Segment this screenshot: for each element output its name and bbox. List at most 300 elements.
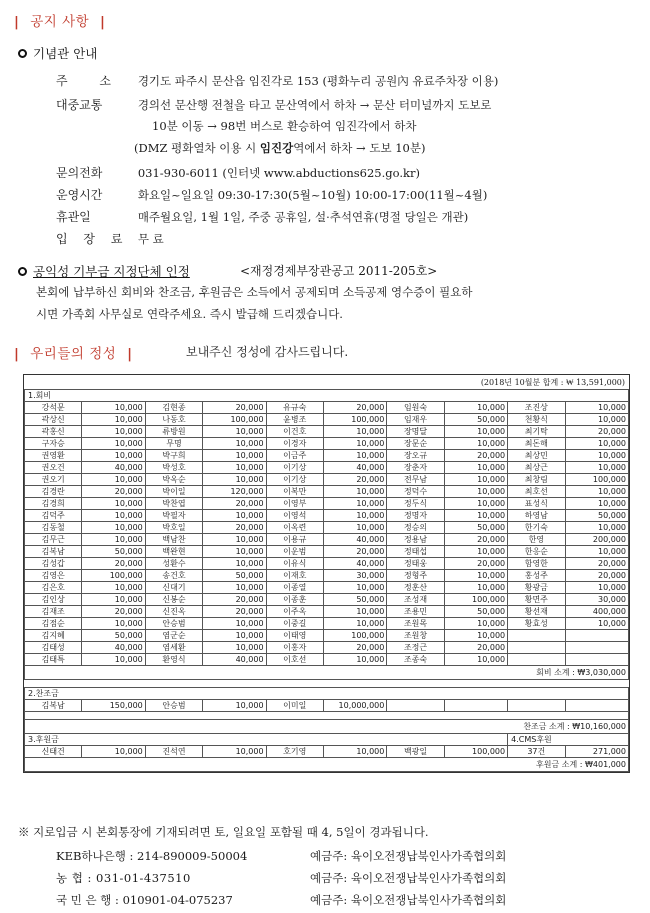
donor-name: 표성식 <box>508 498 565 510</box>
thanks-note: 보내주신 정성에 감사드립니다. <box>186 345 349 359</box>
support-subtotal: 찬조금 소계 : ₩10,160,000 <box>25 720 629 734</box>
donor-name: 신진옥 <box>145 606 202 618</box>
donor-name: 강석문 <box>25 402 82 414</box>
donor-name: 정덕수 <box>387 486 444 498</box>
donor-amount: 10,000 <box>203 700 266 712</box>
donor-name: 한기숙 <box>508 522 565 534</box>
donor-amount: 10,000 <box>203 630 266 642</box>
donor-name: 이운범 <box>266 546 323 558</box>
donor-name: 염세환 <box>145 642 202 654</box>
donor-name: 이영부 <box>266 498 323 510</box>
donor-name: 호기영 <box>266 746 323 758</box>
donor-name: 최호선 <box>508 486 565 498</box>
donor-name: 김경희 <box>25 498 82 510</box>
donor-amount: 10,000 <box>82 522 145 534</box>
donor-amount: 10,000 <box>444 618 507 630</box>
donor-amount: 10,000 <box>565 618 629 630</box>
donor-name: 전무남 <box>387 474 444 486</box>
donor-amount: 20,000 <box>444 642 507 654</box>
donor-name: 함영한 <box>508 558 565 570</box>
donor-amount: 10,000 <box>565 486 629 498</box>
donor-name: 최기탁 <box>508 426 565 438</box>
phone-label: 문의전화 <box>56 166 103 180</box>
donor-name: 홍성주 <box>508 570 565 582</box>
donor-name: 안승범 <box>145 618 202 630</box>
donor-name: 이기상 <box>266 462 323 474</box>
donor-amount <box>565 654 629 666</box>
membership-group <box>25 390 629 666</box>
donor-name: 정두식 <box>387 498 444 510</box>
donor-name: 황면주 <box>508 594 565 606</box>
donor-amount: 10,000 <box>565 438 629 450</box>
notice-section-title: 공지 사항 <box>30 14 90 30</box>
donor-name: 김태특 <box>25 654 82 666</box>
donation-line2: 시면 가족회 사무실로 연락주세요. 즉시 발급해 드리겠습니다. <box>36 307 343 321</box>
donor-amount: 100,000 <box>323 630 386 642</box>
donor-name: 박호일 <box>145 522 202 534</box>
donor-name: 염군순 <box>145 630 202 642</box>
donor-name: 임재우 <box>387 414 444 426</box>
donor-name: 이건호 <box>266 426 323 438</box>
hours-value: 화요일~일요일 09:30-17:30(5월~10월) 10:00-17:00(11월~4월) <box>137 188 488 202</box>
donor-amount: 120,000 <box>203 486 266 498</box>
donor-name: 김무근 <box>25 534 82 546</box>
donor-amount: 10,000 <box>323 522 386 534</box>
donor-name <box>508 654 565 666</box>
donor-name: 이금주 <box>266 450 323 462</box>
donor-amount: 10,000 <box>444 582 507 594</box>
donor-name: 조원목 <box>387 618 444 630</box>
transit-line2: 10분 이동 → 98번 버스로 환승하여 임진각에서 하차 <box>152 119 417 133</box>
donor-name: 김재조 <box>25 606 82 618</box>
closed-row <box>56 208 468 225</box>
giro-footnote: ※ 지로입금 시 본회통장에 기재되려면 토, 일요일 포함될 때 4, 5일이 경과됩니다. <box>18 825 429 839</box>
table-row <box>25 558 629 570</box>
donor-amount: 40,000 <box>323 534 386 546</box>
donor-name: 이홍자 <box>266 642 323 654</box>
donor-name: 나동호 <box>145 414 202 426</box>
donor-amount: 20,000 <box>82 486 145 498</box>
donor-amount: 50,000 <box>444 414 507 426</box>
header-bar-right: | <box>100 14 106 30</box>
fee-row <box>56 230 164 247</box>
memorial-title: 기념관 안내 <box>33 46 98 61</box>
circle-bullet-icon <box>18 267 27 276</box>
table-row <box>25 582 629 594</box>
header-bar-left: | <box>14 14 20 30</box>
donor-name: 정형주 <box>387 570 444 582</box>
donor-amount: 40,000 <box>203 654 266 666</box>
donor-amount: 40,000 <box>82 462 145 474</box>
donor-amount: 100,000 <box>444 746 507 758</box>
donor-amount: 50,000 <box>565 510 629 522</box>
donor-amount: 10,000 <box>203 546 266 558</box>
donor-amount: 10,000 <box>323 498 386 510</box>
donor-name: 정승의 <box>387 522 444 534</box>
closed-value: 매주월요일, 1월 1일, 주중 공휴일, 설·추석연휴(명절 당일은 개관) <box>137 210 469 224</box>
donor-name: 정태웅 <box>387 558 444 570</box>
donor-amount: 50,000 <box>82 546 145 558</box>
donor-name: 한응순 <box>508 546 565 558</box>
donor-amount: 10,000 <box>444 438 507 450</box>
donor-name <box>508 630 565 642</box>
donor-amount: 10,000 <box>565 450 629 462</box>
donor-amount: 10,000 <box>565 414 629 426</box>
donor-amount: 20,000 <box>203 402 266 414</box>
donor-name: 김영은 <box>25 570 82 582</box>
donor-amount: 10,000 <box>82 474 145 486</box>
donor-name: 정훈산 <box>387 582 444 594</box>
donor-amount: 10,000 <box>82 746 145 758</box>
sponsor-label: 3.후원금 <box>25 734 508 746</box>
table-row <box>25 630 629 642</box>
donor-amount: 50,000 <box>323 594 386 606</box>
donor-amount: 10,000 <box>82 498 145 510</box>
donor-name: 이기상 <box>266 474 323 486</box>
sponsor-subtotal-group <box>25 758 629 772</box>
donor-name: 최상근 <box>508 462 565 474</box>
thanks-section-header <box>14 342 133 362</box>
donor-amount: 40,000 <box>323 462 386 474</box>
donor-amount: 10,000 <box>82 594 145 606</box>
bank-holder-2: 예금주: 육이오전쟁납북인사가족협의회 <box>310 871 507 885</box>
support-label: 2.찬조금 <box>25 688 629 700</box>
circle-bullet-icon <box>18 49 27 58</box>
donor-name: 류방원 <box>145 426 202 438</box>
donor-amount: 10,000 <box>323 582 386 594</box>
donor-name: 정용남 <box>387 534 444 546</box>
donor-name: 이복만 <box>266 486 323 498</box>
donor-amount: 10,000 <box>203 438 266 450</box>
table-row <box>25 746 629 758</box>
donor-amount: 10,000 <box>203 462 266 474</box>
sponsor-group <box>25 734 629 758</box>
donor-name: 송건호 <box>145 570 202 582</box>
donor-name: 신봉순 <box>145 594 202 606</box>
donor-name: 김복남 <box>25 700 82 712</box>
donor-name: 이미일 <box>266 700 323 712</box>
donation-heading <box>18 262 190 280</box>
donor-amount: 10,000 <box>82 426 145 438</box>
donor-name: 이종열 <box>266 582 323 594</box>
header-bar-right: | <box>127 346 133 362</box>
donor-amount: 10,000 <box>565 522 629 534</box>
donor-amount: 50,000 <box>203 570 266 582</box>
donor-name: 37건 <box>508 746 565 758</box>
donor-amount: 20,000 <box>565 558 629 570</box>
donor-amount: 10,000 <box>323 450 386 462</box>
donor-name: 박옥순 <box>145 474 202 486</box>
donor-amount: 10,000 <box>82 438 145 450</box>
table-row <box>25 534 629 546</box>
donor-amount: 20,000 <box>565 570 629 582</box>
donor-amount: 100,000 <box>323 414 386 426</box>
fee-value: 무 료 <box>137 232 164 246</box>
donor-amount: 10,000 <box>444 426 507 438</box>
donor-name: 김인상 <box>25 594 82 606</box>
donor-name: 진석연 <box>145 746 202 758</box>
donor-amount: 10,000 <box>444 486 507 498</box>
memorial-heading <box>18 44 97 62</box>
donor-amount: 10,000 <box>203 426 266 438</box>
donor-amount: 10,000 <box>323 746 386 758</box>
donor-name: 한영 <box>508 534 565 546</box>
bank-account-2: 농 협 : 031-01-437510 <box>56 871 191 885</box>
donor-amount: 20,000 <box>203 594 266 606</box>
donor-amount: 10,000 <box>565 498 629 510</box>
donor-name: 박필자 <box>145 510 202 522</box>
donor-amount: 20,000 <box>323 642 386 654</box>
donor-name: 백남찬 <box>145 534 202 546</box>
donor-amount: 200,000 <box>565 534 629 546</box>
table-row <box>25 700 629 712</box>
donor-amount: 10,000 <box>323 618 386 630</box>
donor-amount: 10,000 <box>323 606 386 618</box>
donor-name: 이주옥 <box>266 606 323 618</box>
donor-amount: 10,000 <box>82 582 145 594</box>
donor-amount: 271,000 <box>565 746 629 758</box>
donor-amount: 50,000 <box>82 630 145 642</box>
donor-name: 윤병조 <box>266 414 323 426</box>
donor-amount: 30,000 <box>323 570 386 582</box>
donor-amount: 10,000 <box>203 618 266 630</box>
donor-amount: 10,000 <box>323 510 386 522</box>
donor-name: 황광금 <box>508 582 565 594</box>
donor-name: 김태성 <box>25 642 82 654</box>
donor-amount: 20,000 <box>82 558 145 570</box>
transit-label: 대중교통 <box>56 98 103 112</box>
donor-amount: 10,000 <box>323 438 386 450</box>
donor-amount: 20,000 <box>444 558 507 570</box>
donor-amount: 10,000 <box>203 558 266 570</box>
donor-amount: 10,000 <box>82 414 145 426</box>
table-row <box>25 486 629 498</box>
donor-name: 조용민 <box>387 606 444 618</box>
donor-name: 박찬엽 <box>145 498 202 510</box>
donor-name: 곽홍신 <box>25 426 82 438</box>
donor-amount: 10,000 <box>203 642 266 654</box>
donor-amount: 10,000 <box>323 486 386 498</box>
donor-amount: 20,000 <box>203 606 266 618</box>
donor-amount <box>565 700 629 712</box>
donor-amount: 10,000 <box>565 582 629 594</box>
address-row <box>56 72 498 89</box>
donor-name: 장명달 <box>387 426 444 438</box>
donor-name: 최상민 <box>508 450 565 462</box>
donor-name: 김점순 <box>25 618 82 630</box>
donor-name: 김성갑 <box>25 558 82 570</box>
donor-name: 황효성 <box>508 618 565 630</box>
donor-amount: 10,000 <box>82 510 145 522</box>
donor-amount: 20,000 <box>323 402 386 414</box>
donation-line1: 본회에 납부하신 회비와 찬조금, 후원금은 소득에서 공제되며 소득공제 영수증이 필요하 <box>36 285 473 299</box>
donor-amount: 100,000 <box>82 570 145 582</box>
donor-name: 장춘자 <box>387 462 444 474</box>
donor-name: 안승범 <box>145 700 202 712</box>
donation-title: 공익성 기부금 지정단체 인정 <box>33 264 190 279</box>
closed-label: 휴관일 <box>56 210 91 224</box>
table-row <box>25 522 629 534</box>
donor-name: 조종숙 <box>387 654 444 666</box>
membership-label: 1.회비 <box>25 390 629 402</box>
donor-amount: 10,000 <box>82 450 145 462</box>
donor-amount: 10,000 <box>82 618 145 630</box>
donor-amount: 100,000 <box>565 474 629 486</box>
donor-name: 하영남 <box>508 510 565 522</box>
donor-amount: 10,000 <box>444 546 507 558</box>
donor-amount: 10,000 <box>565 402 629 414</box>
table-row <box>25 498 629 510</box>
donor-name: 김복남 <box>25 546 82 558</box>
donor-name: 구자승 <box>25 438 82 450</box>
donor-name: 정명자 <box>387 510 444 522</box>
donor-name: 김동철 <box>25 522 82 534</box>
donor-name: 이영석 <box>266 510 323 522</box>
donor-name: 박성호 <box>145 462 202 474</box>
donor-amount: 10,000 <box>444 570 507 582</box>
donor-name: 무명 <box>145 438 202 450</box>
ledger-total: (2018년 10월분 합계 : ₩ 13,591,000) <box>480 378 625 387</box>
table-row <box>25 462 629 474</box>
donor-amount: 10,000 <box>203 534 266 546</box>
hours-row <box>56 186 487 203</box>
table-row <box>25 654 629 666</box>
table-row <box>25 618 629 630</box>
table-row <box>25 594 629 606</box>
donor-name: 최돈해 <box>508 438 565 450</box>
donor-name: 백완현 <box>145 546 202 558</box>
donor-amount: 10,000 <box>323 426 386 438</box>
table-row <box>25 510 629 522</box>
table-row <box>25 414 629 426</box>
donor-amount: 10,000 <box>444 498 507 510</box>
table-row <box>25 426 629 438</box>
donor-amount: 40,000 <box>323 558 386 570</box>
header-bar-left: | <box>14 346 20 362</box>
donor-name: 김경란 <box>25 486 82 498</box>
donor-name: 박구희 <box>145 450 202 462</box>
donor-name: 이태영 <box>266 630 323 642</box>
donor-name: 김은호 <box>25 582 82 594</box>
donor-amount: 10,000 <box>444 654 507 666</box>
donor-name: 성환수 <box>145 558 202 570</box>
donor-name: 조성재 <box>387 594 444 606</box>
donor-name: 곽상신 <box>25 414 82 426</box>
donor-name: 이호선 <box>266 654 323 666</box>
donor-name: 조원창 <box>387 630 444 642</box>
address-value: 경기도 파주시 문산읍 임진각로 153 (평화누리 공원內 유료주차장 이용) <box>137 74 499 88</box>
donor-name: 이종훈 <box>266 594 323 606</box>
donor-name: 이중길 <box>266 618 323 630</box>
donor-name: 장오규 <box>387 450 444 462</box>
donor-name: 신대기 <box>145 582 202 594</box>
donor-amount: 10,000 <box>323 654 386 666</box>
donation-ref: <재정경제부장관공고 2011-205호> <box>240 264 438 278</box>
donor-amount: 30,000 <box>565 594 629 606</box>
donor-amount: 10,000 <box>203 510 266 522</box>
donor-name: 이옥련 <box>266 522 323 534</box>
donor-amount: 50,000 <box>444 606 507 618</box>
sponsor-subtotal: 후원금 소계 : ₩401,000 <box>25 758 629 772</box>
donor-name: 김지혜 <box>25 630 82 642</box>
donor-amount: 100,000 <box>444 594 507 606</box>
table-row <box>25 474 629 486</box>
bank-account-1: KEB하나은행 : 214-890009-50004 <box>56 849 248 863</box>
bank-account-3: 국 민 은 행 : 010901-04-075237 <box>56 893 233 907</box>
phone-row <box>56 164 420 181</box>
hours-label: 운영시간 <box>56 188 103 202</box>
donor-name: 박이일 <box>145 486 202 498</box>
donor-name: 장문순 <box>387 438 444 450</box>
donor-amount <box>444 700 507 712</box>
donor-name: 정태섭 <box>387 546 444 558</box>
membership-subtotal-group <box>25 666 629 688</box>
notice-section-header <box>14 10 105 30</box>
donor-amount: 20,000 <box>82 606 145 618</box>
donor-name: 이재호 <box>266 570 323 582</box>
donor-name: 임원숙 <box>387 402 444 414</box>
donor-amount: 10,000,000 <box>323 700 386 712</box>
donor-name: 조정근 <box>387 642 444 654</box>
donor-amount: 400,000 <box>565 606 629 618</box>
donor-name: 유규숙 <box>266 402 323 414</box>
donor-amount <box>565 630 629 642</box>
transit-line3: (DMZ 평화열차 이용 시 임진강역에서 하차 → 도보 10분) <box>134 141 426 155</box>
donor-amount: 20,000 <box>203 498 266 510</box>
donor-name: 천황식 <box>508 414 565 426</box>
donor-amount: 10,000 <box>444 462 507 474</box>
donor-amount: 20,000 <box>323 546 386 558</box>
thanks-section-title: 우리들의 정성 <box>30 346 117 362</box>
donor-amount: 10,000 <box>203 746 266 758</box>
donor-name: 이용규 <box>266 534 323 546</box>
donor-name <box>508 700 565 712</box>
donor-amount: 10,000 <box>82 534 145 546</box>
table-row <box>25 570 629 582</box>
donor-name: 황선재 <box>508 606 565 618</box>
donor-amount: 40,000 <box>82 642 145 654</box>
donor-amount: 10,000 <box>444 510 507 522</box>
donor-name: 권오건 <box>25 462 82 474</box>
donor-name: 김덕주 <box>25 510 82 522</box>
table-row <box>25 438 629 450</box>
membership-subtotal: 회비 소계 : ₩3,030,000 <box>25 666 629 680</box>
donor-name: 백광일 <box>387 746 444 758</box>
donor-amount: 10,000 <box>203 582 266 594</box>
bank-holder-3: 예금주: 육이오전쟁납북인사가족협의회 <box>310 893 507 907</box>
donor-amount: 10,000 <box>203 450 266 462</box>
donor-amount: 10,000 <box>444 402 507 414</box>
table-row <box>25 606 629 618</box>
donor-amount: 10,000 <box>82 654 145 666</box>
table-row <box>25 450 629 462</box>
donor-name: 김현종 <box>145 402 202 414</box>
donor-amount: 50,000 <box>444 522 507 534</box>
donor-name <box>508 642 565 654</box>
phone-value: 031-930-6011 (인터넷 www.abductions625.go.kr) <box>137 166 420 180</box>
donor-amount: 10,000 <box>82 402 145 414</box>
donor-amount: 10,000 <box>565 546 629 558</box>
table-row <box>25 642 629 654</box>
table-row <box>25 402 629 414</box>
support-group <box>25 688 629 712</box>
table-row <box>25 546 629 558</box>
donor-amount: 150,000 <box>82 700 145 712</box>
donor-name: 최창림 <box>508 474 565 486</box>
support-subtotal-group <box>25 712 629 734</box>
transit-line1: 경의선 문산행 전철을 타고 문산역에서 하차 → 문산 터미널까지 도보로 <box>137 98 492 112</box>
donor-amount: 10,000 <box>444 630 507 642</box>
